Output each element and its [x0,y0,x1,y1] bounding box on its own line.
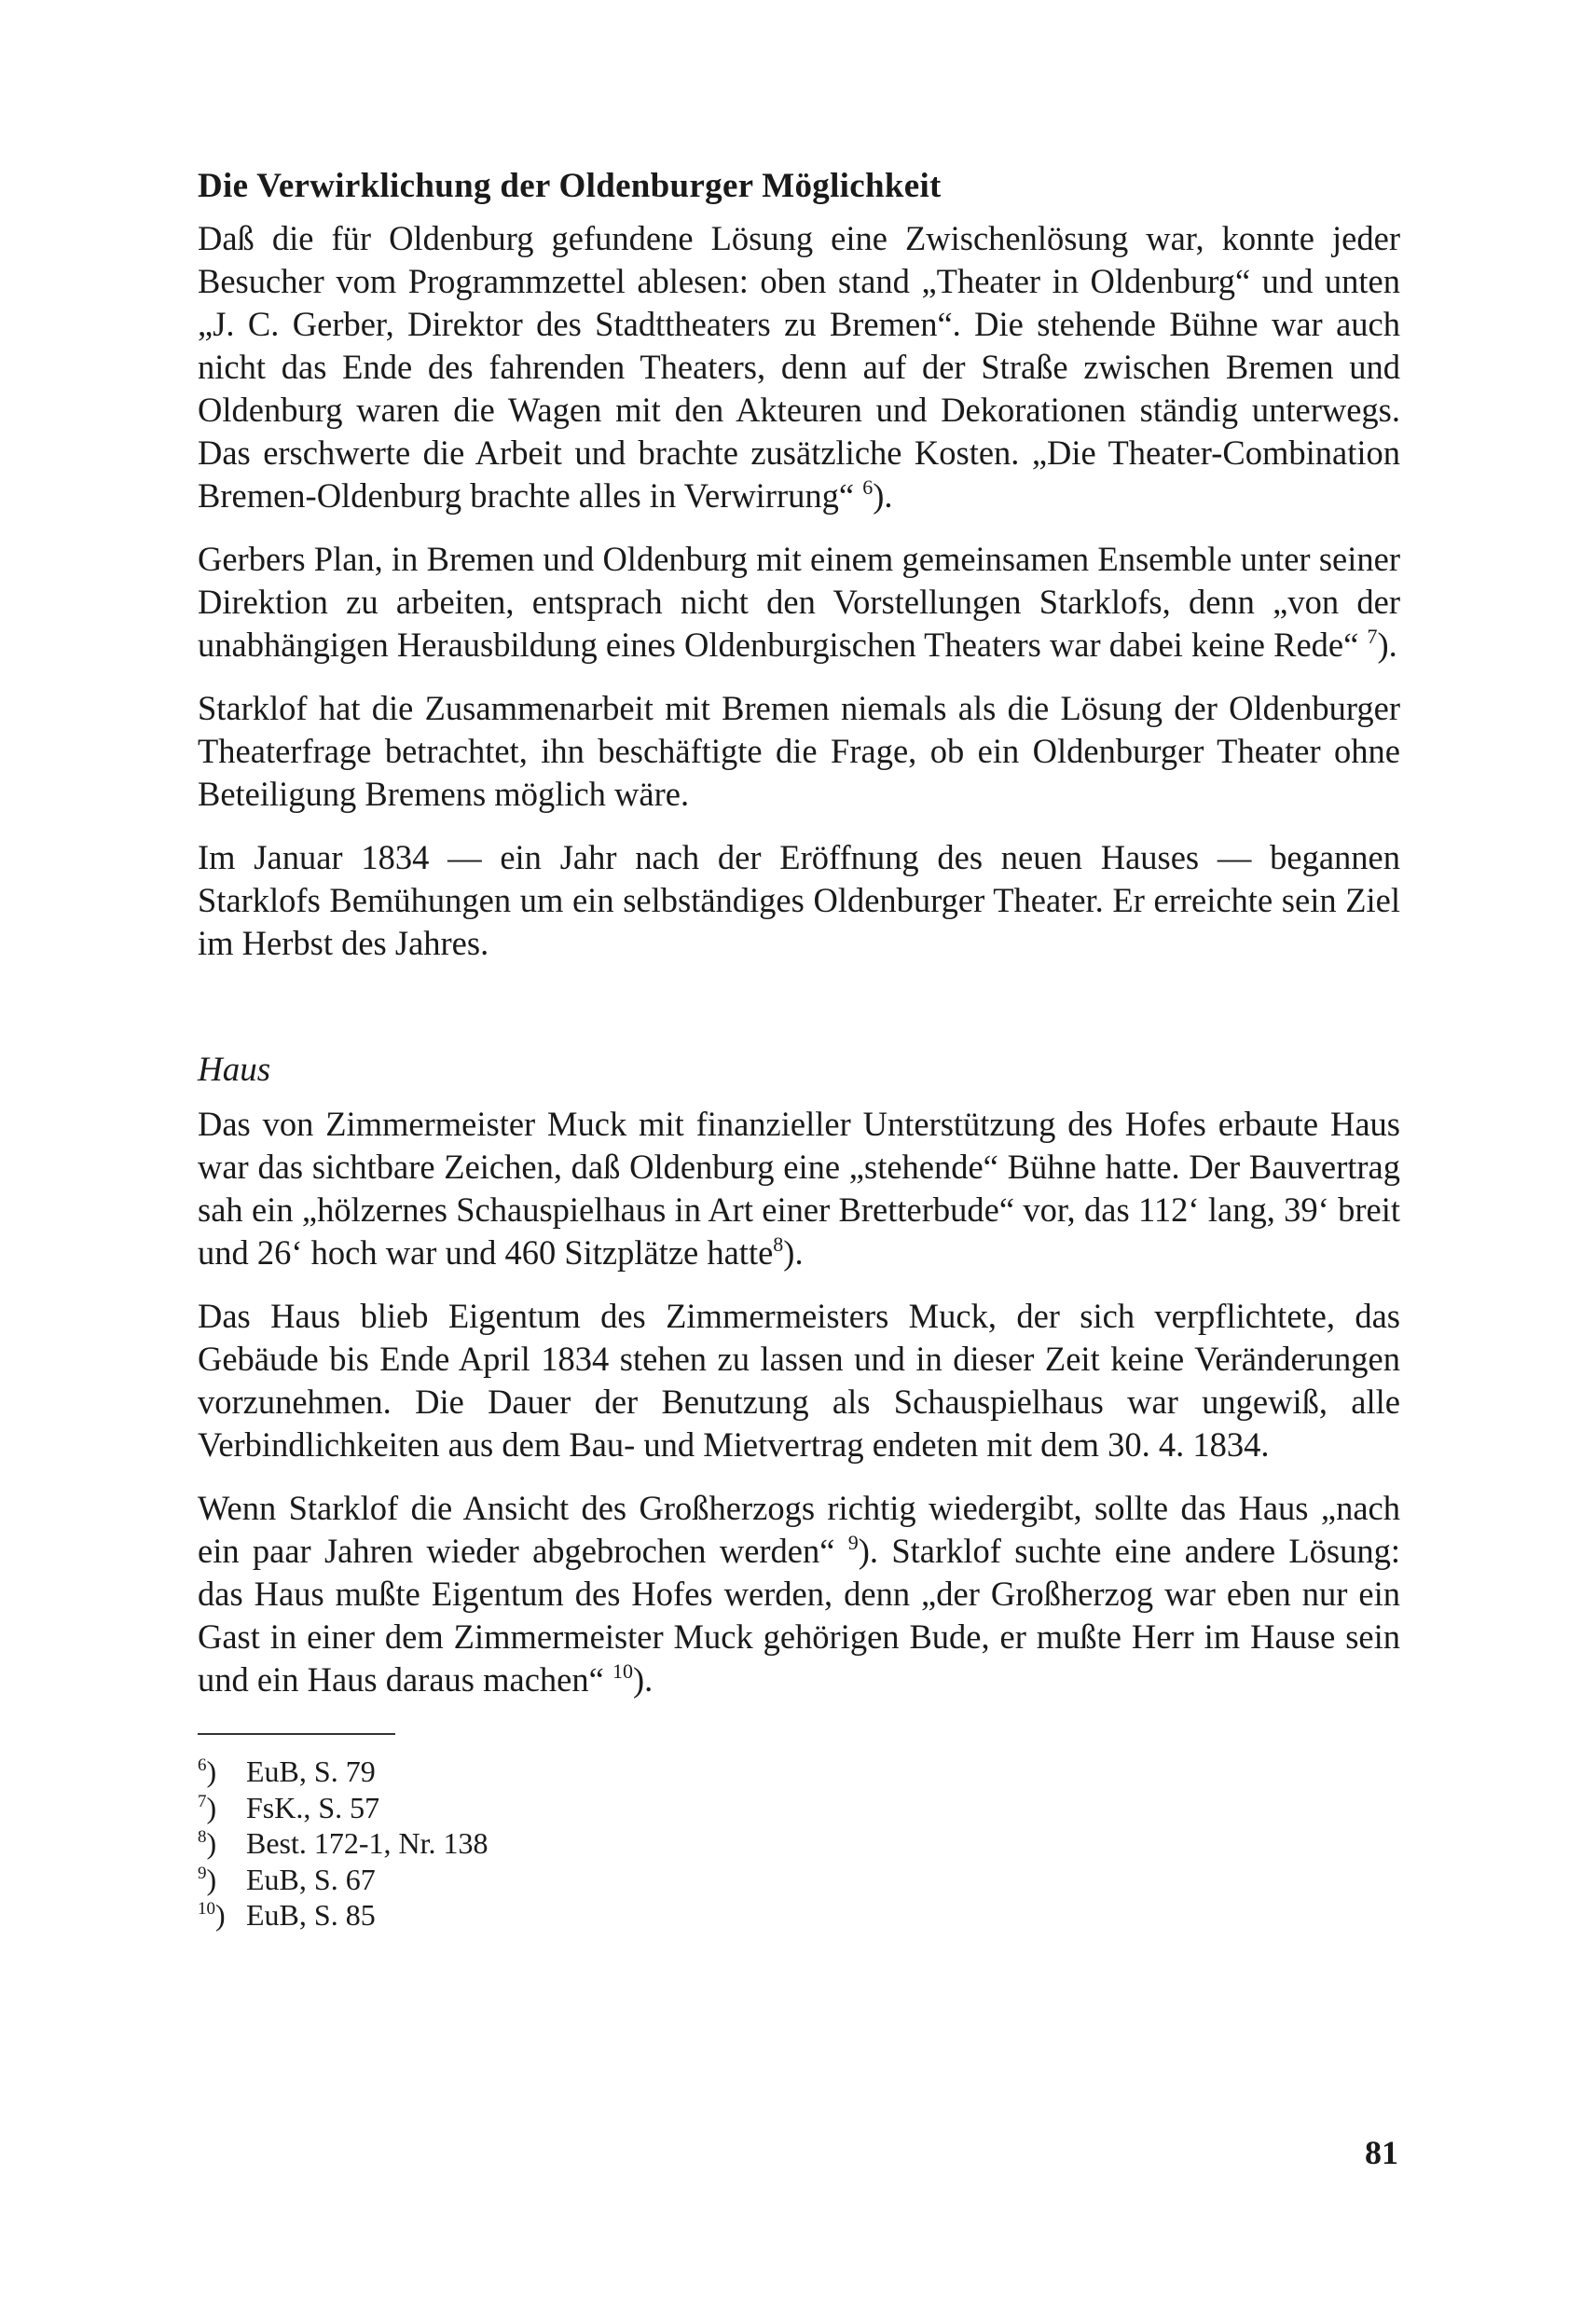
subsection-heading: Haus [198,1051,271,1089]
paragraph-text-tail: ). Starklof suchte eine andere Lösung: das Haus mußte Eigentum des Hofes werden, denn „der Großherzog war eben nur ein Gast in einer dem Zimmermeister Muck gehörigen Bude, er mußte Herr im Hause sein und ein Haus daraus machen“ [198,1532,1400,1699]
page-body [198,163,1400,1934]
footnote: $^8$) Best. 172-1, Nr. 138 [198,1826,488,1860]
paragraph [198,217,1400,517]
paragraph-text: Starklof hat die Zusammenarbeit mit Bremen niemals als die Lösung der Oldenburger Theaterfrage betrachtet, ihn beschäftigte die Frage, ob ein Oldenburger Theater ohne Beteiligung Bremens möglich wäre. [198,689,1400,813]
footnote-text: Best. 172-1, Nr. 138 [246,1826,488,1860]
footnote-ref: 7 [1367,625,1378,648]
paragraph-text-tail: ). [873,476,893,515]
footnote-text: EuB, S. 79 [246,1755,376,1788]
footnote-mark: 8 [198,1827,207,1847]
footnote-mark: 9 [198,1863,207,1883]
footnote-ref: 10 [612,1659,633,1683]
paragraph-text-tail: ). [632,1660,654,1699]
footnote: $^7$) FsK., S. 57 [198,1790,380,1824]
footnote-ref: 8 [773,1232,784,1256]
paragraph [198,1295,1400,1466]
paragraph [198,687,1400,816]
paragraph-text: Das von Zimmermeister Muck mit finanzieller Unterstützung des Hofes erbaute Haus war das sichtbare Zeichen, daß Oldenburg eine „stehende“ Bühne hatte. Der Bauvertrag sah ein „hölzernes Schauspielhaus in Art einer Bretterbude“ vor, das 112‘ lang, 39‘ breit und 26‘ hoch war und 460 Sitzplätze hatte [198,1105,1400,1272]
footnotes [198,1754,1400,1934]
paragraph-text-tail: ). [1377,626,1397,664]
paragraph [198,836,1400,965]
footnote-ref: 9 [847,1531,859,1554]
paragraph [198,1487,1400,1701]
footnote-divider [198,1733,395,1735]
footnote: $^6$) EuB, S. 79 [198,1755,376,1788]
footnote-ref: 6 [862,475,874,499]
page-number: 81 [1365,2134,1398,2171]
footnote-mark: 7 [198,1791,207,1811]
paragraph-text: Wenn Starklof die Ansicht des Großherzogs richtig wiedergibt, sollte das Haus „nach ein paar Jahren wieder abgebrochen werden“ [198,1489,1400,1570]
paragraph-text: Gerbers Plan, in Bremen und Oldenburg mit einem gemeinsamen Ensemble unter seiner Direktion zu arbeiten, entsprach nicht den Vorstellungen Starklofs, denn „von der unabhängigen Herausbildung eines Oldenburgischen Theaters war dabei keine Rede“ [198,540,1400,664]
paragraph-text: Im Januar 1834 — ein Jahr nach der Eröffnung des neuen Hauses — begannen Starklofs Bemühungen um ein selbständiges Oldenburger Theater. Er erreichte sein Ziel im Herbst des Jahres. [198,838,1400,962]
paragraph [198,1103,1400,1274]
footnote-mark: 6 [198,1755,207,1775]
paragraph-text: Daß die für Oldenburg gefundene Lösung eine Zwischenlösung war, konnte jeder Besucher vom Programmzettel ablesen: oben stand „Theater in Oldenburg“ und unten „J. C. Gerber, Direktor des Stadttheaters zu Bremen“. Die stehende Bühne war auch nicht das Ende des fahrenden Theaters, denn auf der Straße zwischen Bremen und Oldenburg waren die Wagen mit den Akteuren und Dekorationen ständig unterwegs. Das erschwerte die Arbeit und brachte zusätzliche Kosten. „Die Theater-Combination Bremen-Oldenburg brachte alles in Verwirrung“ [198,219,1400,515]
footnote-text: EuB, S. 67 [246,1862,376,1896]
paragraph-text-tail: ). [783,1233,804,1272]
footnote-text: EuB, S. 85 [246,1898,376,1932]
footnote-text: FsK., S. 57 [246,1790,380,1824]
footnote: $^{10}$) EuB, S. 85 [198,1898,376,1932]
footnote-mark: 10 [198,1899,215,1919]
paragraph [198,538,1400,667]
footnote: $^9$) EuB, S. 67 [198,1862,376,1896]
section-heading: Die Verwirklichung der Oldenburger Möglichkeit [198,167,942,205]
paragraph-text: Das Haus blieb Eigentum des Zimmermeisters Muck, der sich verpflichtete, das Gebäude bis Ende April 1834 stehen zu lassen und in dieser Zeit keine Veränderungen vorzunehmen. Die Dauer der Benutzung als Schauspielhaus war ungewiß, alle Verbindlichkeiten aus dem Bau- und Mietvertrag endeten mit dem 30. 4. 1834. [198,1297,1400,1464]
